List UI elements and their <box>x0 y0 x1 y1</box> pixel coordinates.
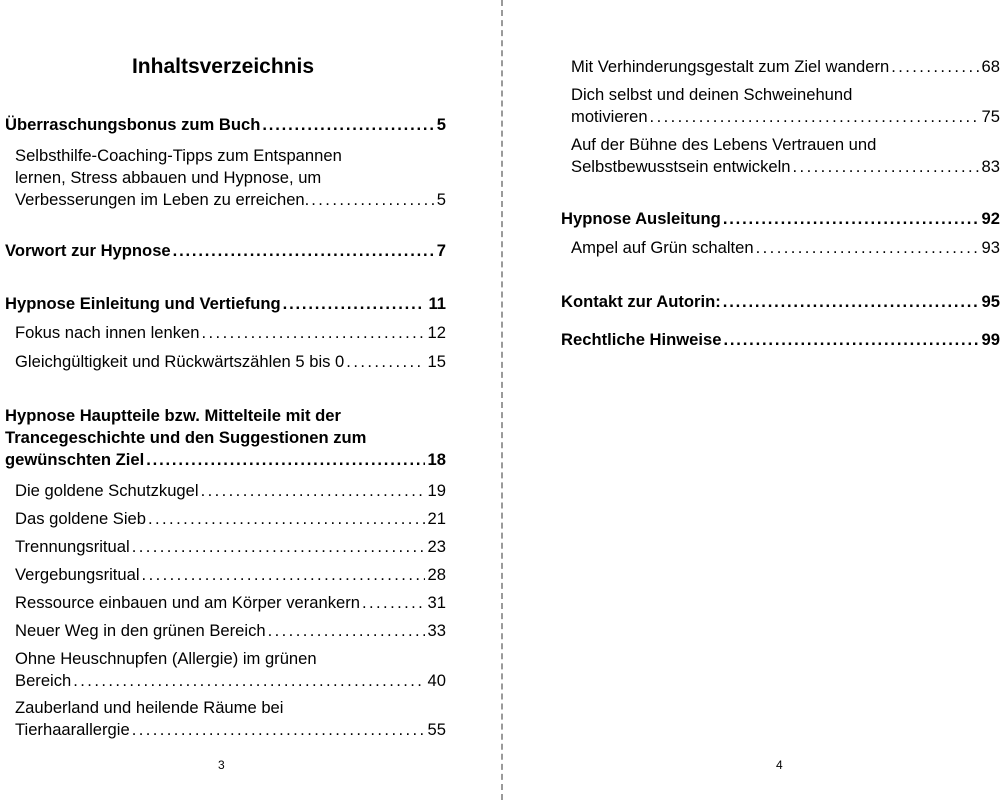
toc-page-number: 68 <box>981 57 1000 76</box>
toc-entry-title: Gleichgültigkeit und Rückwärtszählen 5 bis 0 <box>15 352 345 371</box>
toc-section-entry[interactable] <box>571 237 1000 259</box>
dot-leader <box>311 189 434 211</box>
dot-leader <box>723 208 979 230</box>
dot-leader <box>793 156 979 178</box>
toc-chapter-entry[interactable] <box>561 208 1000 230</box>
toc-entry-text-line: Zauberland und heilende Räume bei <box>15 698 284 717</box>
toc-entry-title: Ampel auf Grün schalten <box>571 238 754 257</box>
dot-leader <box>262 114 433 136</box>
dot-leader <box>362 592 425 614</box>
toc-entry-title: Neuer Weg in den grünen Bereich <box>15 621 266 640</box>
toc-entry-title: gewünschten Ziel <box>5 450 145 469</box>
toc-section-entry[interactable] <box>15 145 446 211</box>
toc-entry-title: Vergebungsritual <box>15 565 140 584</box>
toc-page-number: 28 <box>427 565 446 584</box>
toc-entry-title: Kontakt zur Autorin: <box>561 292 721 311</box>
toc-page-number: 75 <box>981 107 1000 126</box>
toc-section-entry[interactable] <box>15 536 446 558</box>
toc-section-entry[interactable] <box>571 56 1000 78</box>
toc-entry-text-line: Dich selbst und deinen Schweinehund <box>571 85 853 104</box>
toc-page-number: 5 <box>436 115 446 134</box>
toc-section-entry[interactable] <box>15 480 446 502</box>
dot-leader <box>346 351 424 373</box>
toc-page-number: 40 <box>427 671 446 690</box>
dot-leader <box>146 449 424 471</box>
dot-leader <box>202 322 425 344</box>
toc-page-number: 15 <box>427 352 446 371</box>
toc-page-number: 83 <box>981 157 1000 176</box>
toc-entry-text-line: Hypnose Hauptteile bzw. Mittelteile mit der <box>5 406 341 425</box>
toc-entry-title: Vorwort zur Hypnose <box>5 241 171 260</box>
toc-page-number: 19 <box>427 481 446 500</box>
toc-entry-title: Tierhaarallergie <box>15 720 130 739</box>
toc-entry-title: Hypnose Ausleitung <box>561 209 721 228</box>
toc-entry-title: Das goldene Sieb <box>15 509 146 528</box>
toc-entry-title: Verbesserungen im Leben zu erreichen. <box>15 190 310 209</box>
toc-page-number: 92 <box>981 209 1000 228</box>
toc-page-number: 12 <box>427 323 446 342</box>
toc-section-entry[interactable] <box>15 648 446 692</box>
dot-leader <box>650 106 979 128</box>
toc-page-number: 18 <box>427 450 446 469</box>
toc-entry-title: Selbstbewusstsein entwickeln <box>571 157 791 176</box>
toc-entry-title: Fokus nach innen lenken <box>15 323 200 342</box>
toc-section-entry[interactable] <box>571 134 1000 178</box>
toc-entry-text-line: Ohne Heuschnupfen (Allergie) im grünen <box>15 649 317 668</box>
toc-entry-text-line: Trancegeschichte und den Suggestionen zum <box>5 428 367 447</box>
dot-leader <box>891 56 978 78</box>
toc-page-number: 23 <box>427 537 446 556</box>
toc-page-number: 95 <box>981 292 1000 311</box>
toc-section-entry[interactable] <box>15 564 446 586</box>
dot-leader <box>173 240 434 262</box>
dot-leader <box>148 508 425 530</box>
dot-leader <box>73 670 424 692</box>
toc-page-number: 33 <box>427 621 446 640</box>
toc-page-number: 55 <box>427 720 446 739</box>
toc-page-number: 31 <box>427 593 446 612</box>
dot-leader <box>142 564 425 586</box>
toc-entry-title: Mit Verhinderungsgestalt zum Ziel wandern <box>571 57 890 76</box>
toc-title: Inhaltsverzeichnis <box>131 55 315 78</box>
toc-entry-title: Die goldene Schutzkugel <box>15 481 199 500</box>
toc-section-entry[interactable] <box>15 592 446 614</box>
dot-leader <box>132 719 425 741</box>
toc-page-number: 21 <box>427 509 446 528</box>
toc-section-entry[interactable] <box>15 620 446 642</box>
toc-section-entry[interactable] <box>571 84 1000 128</box>
toc-entry-title: Überraschungsbonus zum Buch <box>5 115 261 134</box>
toc-chapter-entry[interactable] <box>5 293 446 315</box>
toc-page-number: 99 <box>981 330 1000 349</box>
dot-leader <box>201 480 425 502</box>
toc-section-entry[interactable] <box>15 697 446 741</box>
page-divider <box>501 0 503 800</box>
dot-leader <box>283 293 426 315</box>
page-number-right: 4 <box>776 758 783 772</box>
right-page <box>504 0 1000 800</box>
toc-page-number: 5 <box>436 190 446 209</box>
dot-leader <box>268 620 425 642</box>
dot-leader <box>132 536 425 558</box>
dot-leader <box>723 291 979 313</box>
toc-entry-title: Ressource einbauen und am Körper verankern <box>15 593 360 612</box>
toc-section-entry[interactable] <box>15 322 446 344</box>
dot-leader <box>756 237 979 259</box>
toc-entry-text-line: Auf der Bühne des Lebens Vertrauen und <box>571 135 877 154</box>
page-number-left: 3 <box>218 758 225 772</box>
dot-leader <box>723 329 978 351</box>
toc-chapter-entry[interactable] <box>5 240 446 262</box>
toc-entry-text-line: lernen, Stress abbauen und Hypnose, um <box>15 168 322 187</box>
toc-chapter-entry[interactable] <box>5 114 446 136</box>
toc-entry-title: Bereich <box>15 671 72 690</box>
toc-page-number: 93 <box>981 238 1000 257</box>
toc-section-entry[interactable] <box>15 351 446 373</box>
toc-section-entry[interactable] <box>15 508 446 530</box>
toc-page-number: 7 <box>436 241 446 260</box>
toc-entry-text-line: Selbsthilfe-Coaching-Tipps zum Entspannen <box>15 146 342 165</box>
toc-chapter-entry[interactable] <box>561 329 1000 351</box>
toc-chapter-entry[interactable] <box>5 405 446 471</box>
toc-entry-title: Hypnose Einleitung und Vertiefung <box>5 294 281 313</box>
toc-chapter-entry[interactable] <box>561 291 1000 313</box>
toc-entry-title: motivieren <box>571 107 648 126</box>
toc-entry-title: Trennungsritual <box>15 537 130 556</box>
toc-page-number: 11 <box>428 294 446 313</box>
toc-entry-title: Rechtliche Hinweise <box>561 330 722 349</box>
